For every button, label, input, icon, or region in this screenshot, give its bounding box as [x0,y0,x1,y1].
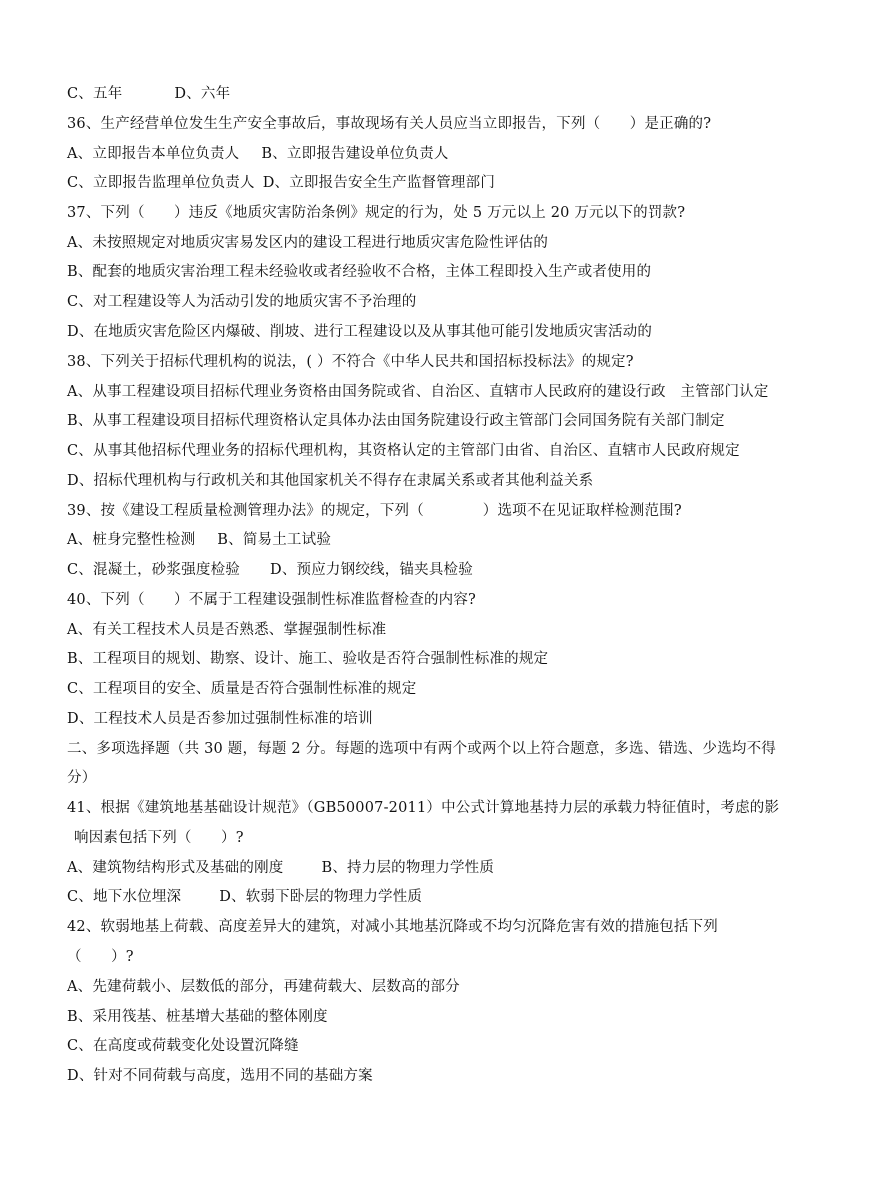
question-42: 42、软弱地基上荷载、高度差异大的建筑，对减小其地基沉降或不均匀沉降危害有效的措施包括下列 [67,919,718,935]
option-d: D、六年 [174,86,231,102]
option-b: B、采用筏基、桩基增大基础的整体刚度 [67,1009,328,1025]
option-c: C、立即报告监理单位负责人 [67,175,255,191]
option-line [67,144,829,164]
option-a: A、从事工程建设项目招标代理业务资格由国务院或省、自治区、直辖市人民政府的建设行政 主管部门认定 [67,384,769,400]
option-b: B、简易土工试验 [217,532,332,548]
option-a: A、建筑物结构形式及基础的刚度 [67,860,284,876]
option-d: D、针对不同荷载与高度，选用不同的基础方案 [67,1068,373,1084]
option-a: A、有关工程技术人员是否熟悉、掌握强制性标准 [67,622,387,638]
question-40: 40、下列（ ）不属于工程建设强制性标准监督检查的内容? [67,592,477,608]
option-c: C、从事其他招标代理业务的招标代理机构，其资格认定的主管部门由省、自治区、直辖市人民政府规定 [67,443,740,459]
option-b: B、工程项目的规划、勘察、设计、施工、验收是否符合强制性标准的规定 [67,651,549,667]
option-b: B、立即报告建设单位负责人 [261,146,449,162]
option-a: A、未按照规定对地质灾害易发区内的建设工程进行地质灾害危险性评估的 [67,235,549,251]
option-a: A、立即报告本单位负责人 [67,146,240,162]
question-41-cont: 响因素包括下列（ ）? [74,830,244,846]
option-d: D、软弱下卧层的物理力学性质 [219,889,423,905]
option-d: D、预应力钢绞线，锚夹具检验 [270,562,473,578]
option-line [67,887,829,907]
option-b: B、从事工程建设项目招标代理资格认定具体办法由国务院建设行政主管部门会同国务院有关部门制定 [67,413,725,429]
option-c: C、地下水位埋深 [67,889,182,905]
question-41: 41、根据《建筑地基基础设计规范》（GB50007-2011）中公式计算地基持力层的承载力特征值时，考虑的影 [67,800,780,816]
option-c: C、混凝土，砂浆强度检验 [67,562,240,578]
option-line [67,173,829,193]
option-d: D、招标代理机构与行政机关和其他国家机关不得存在隶属关系或者其他利益关系 [67,473,594,489]
option-c: C、五年 [67,86,123,102]
option-d: D、立即报告安全生产监督管理部门 [262,175,496,191]
section-heading: 二、多项选择题（共 30 题，每题 2 分。每题的选项中有两个或两个以上符合题意，多选、错选、少选均不得 [67,741,777,757]
option-c: C、在高度或荷载变化处设置沉降缝 [67,1038,299,1054]
section-heading-cont: 分） [67,770,97,786]
option-a: A、桩身完整性检测 [67,532,196,548]
question-42-cont: （ ）? [67,949,134,965]
option-c: C、对工程建设等人为活动引发的地质灾害不予治理的 [67,294,417,310]
option-line [67,560,829,580]
option-d: D、工程技术人员是否参加过强制性标准的培训 [67,711,373,727]
question-36: 36、生产经营单位发生生产安全事故后，事故现场有关人员应当立即报告，下列（ ）是正确的? [67,116,712,132]
option-b: B、持力层的物理力学性质 [321,860,495,876]
option-line [67,530,829,550]
option-d: D、在地质灾害危险区内爆破、削坡、进行工程建设以及从事其他可能引发地质灾害活动的 [67,324,653,340]
option-b: B、配套的地质灾害治理工程未经验收或者经验收不合格，主体工程即投入生产或者使用的 [67,264,652,280]
option-a: A、先建荷载小、层数低的部分，再建荷载大、层数高的部分 [67,979,460,995]
option-c: C、工程项目的安全、质量是否符合强制性标准的规定 [67,681,417,697]
question-38: 38、下列关于招标代理机构的说法，( ）不符合《中华人民共和国招标投标法》的规定? [67,354,634,370]
option-line [67,858,829,878]
option-line [67,84,829,104]
question-37: 37、下列（ ）违反《地质灾害防治条例》规定的行为，处 5 万元以上 20 万元以下的罚款? [67,205,686,221]
question-39: 39、按《建设工程质量检测管理办法》的规定，下列（ ）选项不在见证取样检测范围? [67,503,682,519]
